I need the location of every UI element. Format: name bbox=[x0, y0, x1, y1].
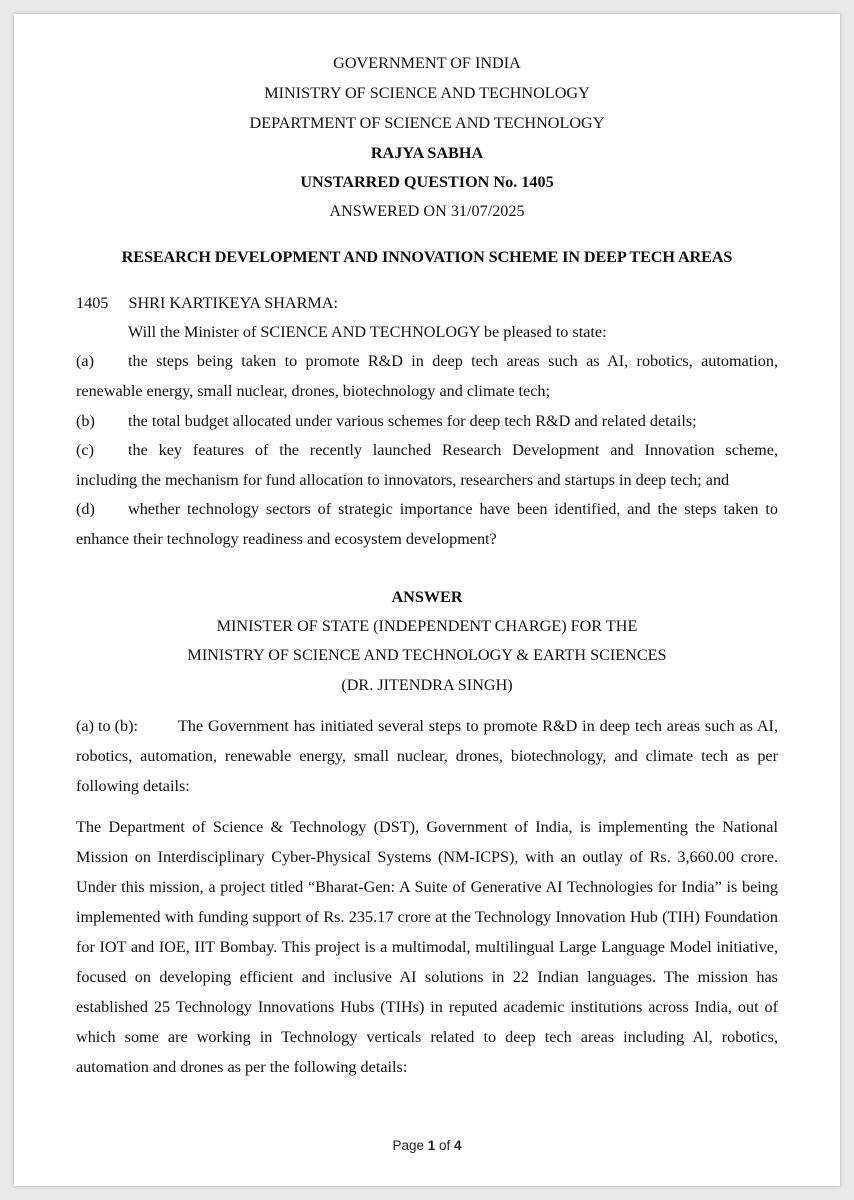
question-intro: Will the Minister of SCIENCE AND TECHNOLOGY be pleased to state: bbox=[128, 323, 607, 341]
question-item-text: the total budget allocated under various schemes for deep tech R&D and related details; bbox=[128, 412, 697, 430]
header-ministry: MINISTRY OF SCIENCE AND TECHNOLOGY bbox=[264, 84, 590, 102]
page-number bbox=[14, 1138, 840, 1153]
answer-ab-label: (a) to (b): bbox=[76, 717, 139, 735]
question-item-label: (b) bbox=[76, 412, 95, 430]
page-number-current: 1 bbox=[427, 1138, 436, 1153]
minister-title-line1: MINISTER OF STATE (INDEPENDENT CHARGE) FOR THE bbox=[216, 617, 638, 635]
question-item-a bbox=[76, 346, 778, 406]
document-title: RESEARCH DEVELOPMENT AND INNOVATION SCHEME IN DEEP TECH AREAS bbox=[121, 248, 733, 266]
question-member: SHRI KARTIKEYA SHARMA: bbox=[128, 294, 338, 312]
question-number: 1405 bbox=[76, 294, 109, 312]
question-member-line bbox=[76, 288, 778, 318]
document-page bbox=[14, 14, 840, 1186]
answer-nm-icps-paragraph: The Department of Science & Technology (DST), Government of India, is implementing the National Mission on Interdisciplinary Cyber-Physical Systems (NM-ICPS), with an outlay of Rs. 3,660.00 crore. Under this mission, a project titled “Bharat-Gen: A Suite of Generative AI Technologies for India” is being implemented with funding support of Rs. 235.17 crore at the Technology Innovation Hub (TIH) Foundation for IOT and IOE, IIT Bombay. This project is a multimodal, multilingual Large Language Model initiative, focused on developing efficient and inclusive AI solutions in 22 Indian languages. The mission has established 25 Technology Innovations Hubs (TIHs) in reputed academic institutions across India, out of which some are working in Technology verticals related to deep tech areas including Al, robotics, automation and drones as per the following details: bbox=[76, 818, 778, 1076]
answer-ab-paragraph bbox=[76, 711, 778, 801]
question-item-d bbox=[76, 494, 778, 554]
question-item-b bbox=[76, 406, 778, 436]
question-item-text: whether technology sectors of strategic importance have been identified, and the steps taken to bbox=[128, 500, 778, 518]
question-item-continuation: including the mechanism for fund allocation to innovators, researchers and startups in deep tech; and bbox=[76, 471, 730, 489]
question-item-continuation: enhance their technology readiness and ecosystem development? bbox=[76, 530, 497, 548]
answer-heading: ANSWER bbox=[391, 588, 463, 606]
page-number-total: 4 bbox=[454, 1138, 462, 1153]
question-item-label: (a) bbox=[76, 352, 94, 370]
question-item-text: the steps being taken to promote R&D in deep tech areas such as AI, robotics, automation, bbox=[128, 352, 778, 370]
answer-ab-text: The Government has initiated several steps to promote R&D in deep tech areas such as AI, robotics, automation, renewable energy, small nuclear, drones, biotechnology, and climate tech as per following details: bbox=[76, 717, 778, 795]
page-number-prefix: Page bbox=[392, 1138, 428, 1153]
minister-name: (DR. JITENDRA SINGH) bbox=[341, 676, 513, 694]
minister-title-line2: MINISTRY OF SCIENCE AND TECHNOLOGY & EARTH SCIENCES bbox=[187, 646, 667, 664]
header-government: GOVERNMENT OF INDIA bbox=[333, 54, 521, 72]
question-item-label: (c) bbox=[76, 441, 94, 459]
header-answered-date: ANSWERED ON 31/07/2025 bbox=[329, 202, 525, 220]
page-number-middle: of bbox=[435, 1138, 455, 1153]
question-item-c bbox=[76, 435, 778, 495]
question-item-continuation: renewable energy, small nuclear, drones, biotechnology and climate tech; bbox=[76, 382, 551, 400]
header-department: DEPARTMENT OF SCIENCE AND TECHNOLOGY bbox=[249, 114, 605, 132]
header-question-number: UNSTARRED QUESTION No. 1405 bbox=[300, 173, 554, 191]
question-item-label: (d) bbox=[76, 500, 95, 518]
question-item-text: the key features of the recently launched Research Development and Innovation scheme, bbox=[128, 441, 778, 459]
header-house: RAJYA SABHA bbox=[370, 144, 484, 162]
